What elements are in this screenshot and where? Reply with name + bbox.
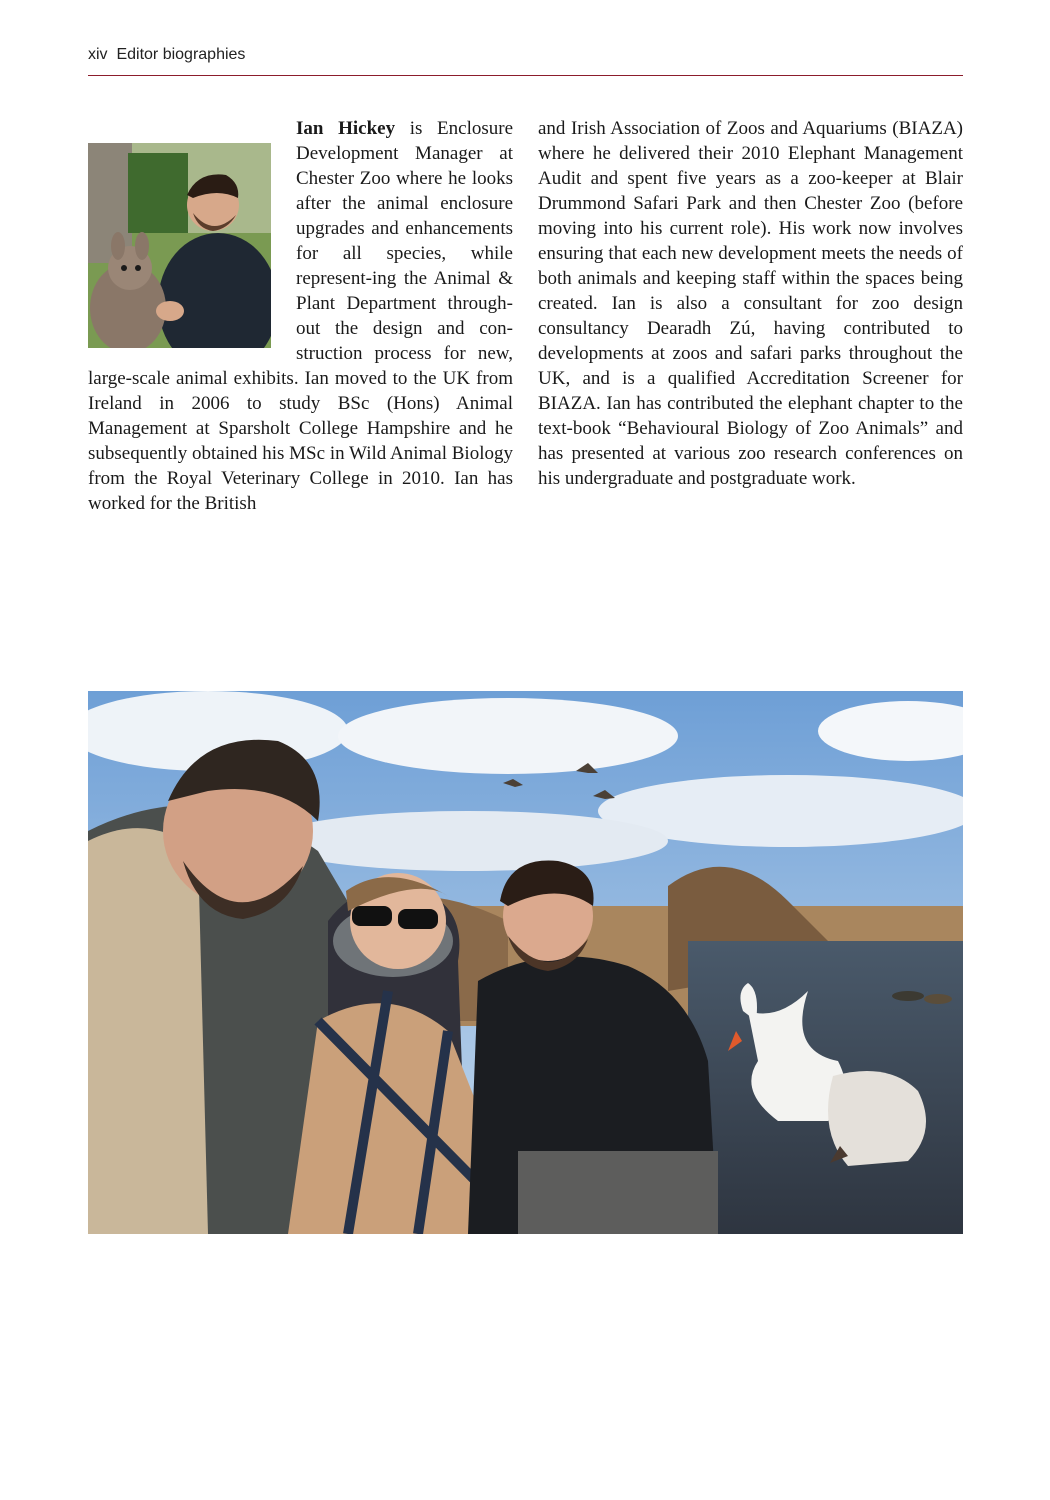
inset-photo <box>88 143 271 348</box>
bio-column-left <box>88 116 513 516</box>
header-rule <box>88 75 963 76</box>
bio-left-text: is Enclosure Development Manager at Chester Zoo where he looks after the animal enclosure upgrades and enhancements for all species, while represent-ing the Animal & Plant Department through-out the design and con-struction process for new, large-scale animal exhibits. Ian moved to the UK from Ireland in 2006 to study BSc (Hons) Animal Management at Sparsholt College Hampshire and he subsequently obtained his MSc in Wild Animal Biology from the Royal Veterinary College in 2010. Ian has worked for the British <box>88 118 514 514</box>
bio-paragraph-start <box>88 116 513 516</box>
bio-column-right <box>538 116 963 491</box>
bio-right-text: and Irish Association of Zoos and Aquariums (BIAZA) where he delivered their 2010 Elephant Management Audit and spent five years as a zoo-keeper at Blair Drummond Safari Park and then Chester Zoo (before moving into his current role). His work now involves ensuring that each new development meets the needs of both animals and keeping staff within the spaces being created. Ian is also a consultant for zoo design consultancy Dearadh Zú, having contributed to developments at zoos and safari parks throughout the UK, and is a qualified Accreditation Screener for BIAZA. Ian has contributed the elephant chapter to the text-book “Behavioural Biology of Zoo Animals” and has presented at various zoo research conferences on his undergraduate and postgraduate work. <box>538 118 963 489</box>
main-photo <box>88 691 963 1234</box>
bio-name: Ian Hickey <box>296 118 396 139</box>
section-title: Editor biographies <box>116 46 246 63</box>
running-header <box>88 46 963 64</box>
group-selfie-image <box>88 691 963 1234</box>
page-number: xiv <box>88 46 108 63</box>
portrait-wallaby-image <box>88 143 271 348</box>
